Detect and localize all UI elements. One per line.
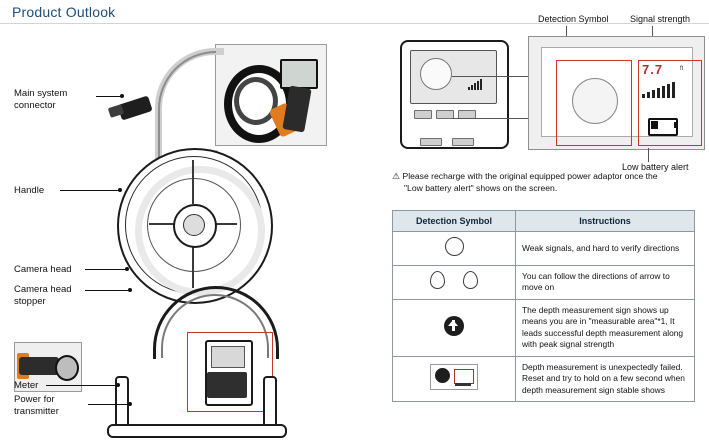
table-row — [393, 356, 695, 402]
camera-lens-icon — [55, 355, 79, 381]
zoom-connector-line-top — [452, 76, 528, 77]
frame-base — [107, 424, 287, 438]
instruction-cell: Weak signals, and hard to verify directions — [516, 232, 695, 266]
arrow-in-circle-symbol-icon — [444, 316, 464, 336]
zoomed-screen — [541, 47, 693, 137]
callout-main-system-connector — [14, 88, 94, 112]
screen-zoom-panel — [528, 36, 705, 150]
table-row — [393, 232, 695, 266]
leader-dot — [120, 94, 124, 98]
symbol-cell — [393, 356, 516, 402]
signal-bar — [474, 83, 476, 90]
symbol-cell — [393, 299, 516, 356]
device-foot — [452, 138, 474, 146]
callout-line-2: transmitter — [14, 406, 59, 417]
signal-bar — [652, 90, 655, 98]
reel-spoke — [192, 244, 194, 288]
leader-dot — [128, 402, 132, 406]
meter-screen — [211, 346, 245, 368]
two-drops-symbol-icon — [430, 271, 478, 289]
drop-icon — [463, 271, 478, 289]
failed-reading-box — [454, 369, 474, 384]
arrow-circle-part — [435, 368, 450, 383]
signal-bar — [657, 88, 660, 98]
leader-line-meter — [46, 385, 118, 386]
reel-spoke — [192, 160, 194, 204]
reel-hub-center — [183, 214, 205, 236]
zoom-connector-line-bottom — [452, 118, 528, 119]
device-detection-circle-icon — [420, 58, 452, 90]
signal-bar — [471, 85, 473, 90]
callout-line-2: connector — [14, 100, 56, 111]
table-header-row — [393, 211, 695, 232]
leader-dot — [128, 288, 132, 292]
table-row — [393, 265, 695, 299]
signal-bar — [642, 94, 645, 98]
callout-line-1: Main system — [14, 88, 68, 99]
note-line-1: Please recharge with the original equipped power adaptor once the — [402, 171, 658, 181]
detection-symbol-table — [392, 210, 695, 402]
signal-bar — [672, 82, 675, 98]
leader-dot — [116, 383, 120, 387]
reel-machine-drawing — [95, 40, 310, 440]
signal-bar — [662, 86, 665, 98]
signal-strength-label: Signal strength — [630, 14, 691, 24]
low-battery-leader — [648, 148, 649, 162]
leader-line-handle — [60, 190, 120, 191]
th-detection-symbol: Detection Symbol — [393, 211, 516, 232]
battery-tip — [674, 122, 677, 128]
leader-dot — [125, 267, 129, 271]
drop-icon — [430, 271, 445, 289]
circle-symbol-icon — [445, 237, 464, 256]
table-row — [393, 299, 695, 356]
failed-measurement-symbol-icon — [430, 364, 478, 390]
symbol-cell — [393, 232, 516, 266]
instruction-cell: You can follow the directions of arrow to move on — [516, 265, 695, 299]
battery-fill — [651, 121, 658, 129]
depth-reading: 7.7 — [642, 62, 664, 77]
device-foot — [420, 138, 442, 146]
callout-power-for-transmitter — [14, 394, 94, 418]
callout-line-2: stopper — [14, 296, 46, 307]
callout-handle: Handle — [14, 185, 45, 196]
product-illustration-pane — [0, 26, 385, 444]
signal-bar — [477, 81, 479, 90]
callout-camera-head-stopper — [14, 284, 94, 308]
detection-symbol-label: Detection Symbol — [538, 14, 609, 24]
callout-meter: Meter — [14, 380, 39, 391]
callout-line-1: Camera head — [14, 284, 72, 295]
leader-line-power — [88, 404, 130, 405]
machine-frame — [107, 376, 283, 442]
device-button[interactable] — [414, 110, 432, 119]
instruction-cell: The depth measurement sign shows up means you are in "measurable area"*1, It leads successful depth measurement along with peak signal strength — [516, 299, 695, 356]
signal-bar — [647, 92, 650, 98]
warning-triangle-icon: ⚠ — [392, 171, 401, 181]
low-battery-alert-label: Low battery alert — [622, 162, 689, 172]
instruction-cell: Depth measurement is unexpectedly failed. Reset and try to hold on a few second when depth measurement sign stable shows — [516, 356, 695, 402]
page-title: Product Outlook — [12, 4, 116, 20]
symbol-cell — [393, 265, 516, 299]
note-line-2: "Low battery alert" shows on the screen. — [404, 183, 558, 193]
signal-bar — [480, 79, 482, 90]
depth-unit: ft — [680, 66, 684, 72]
signal-bar — [468, 87, 470, 90]
detection-circle-icon — [572, 78, 618, 124]
frame-leg — [263, 376, 277, 430]
signal-bar — [667, 84, 670, 98]
camera-head-body — [19, 357, 59, 375]
failed-signal-bars — [455, 383, 471, 386]
callout-camera-head: Camera head — [14, 264, 72, 275]
recharge-note — [392, 170, 702, 194]
leader-line-connector — [96, 96, 122, 97]
device-signal-bars — [468, 76, 490, 90]
leader-line-camera-head — [85, 269, 127, 270]
th-instructions: Instructions — [516, 211, 695, 232]
leader-dot — [118, 188, 122, 192]
leader-line-stopper — [85, 290, 130, 291]
callout-line-1: Power for — [14, 394, 55, 405]
